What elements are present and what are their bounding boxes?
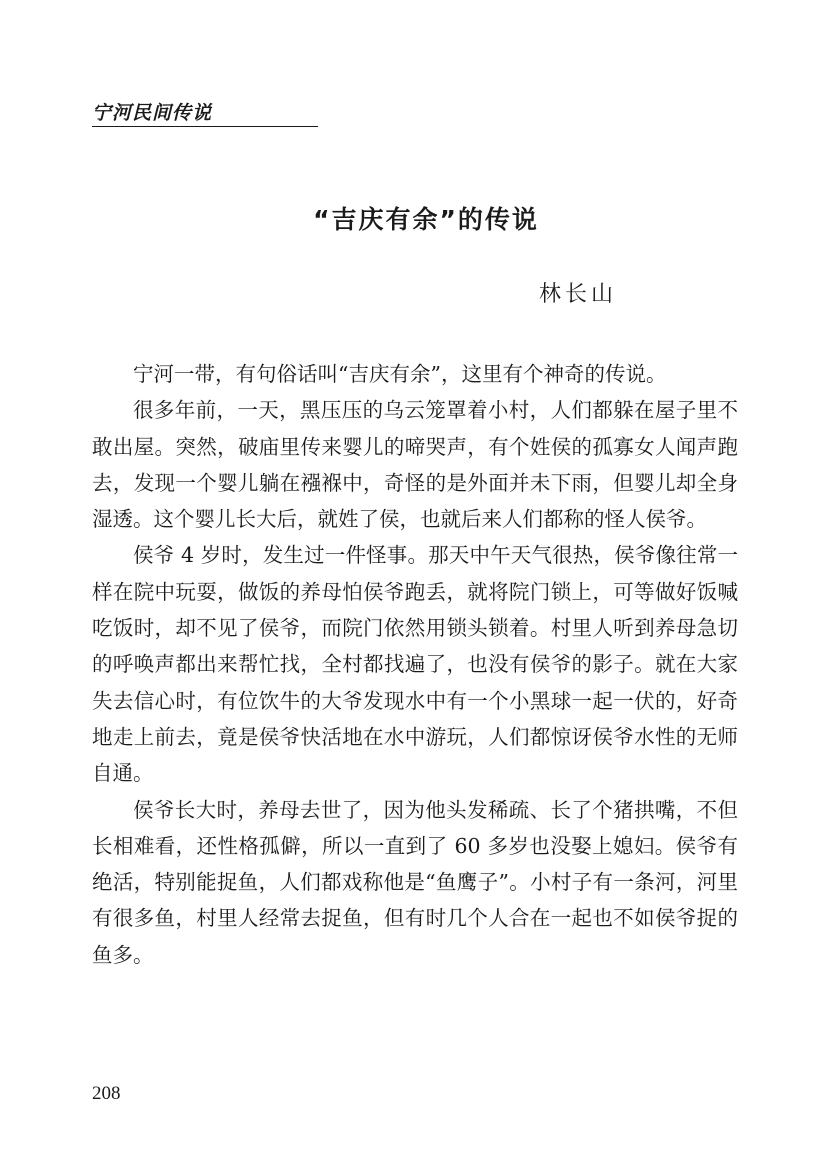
paragraph: 侯爷 4 岁时，发生过一件怪事。那天中午天气很热，侯爷像往常一样在院中玩耍，做饭的养母怕侯爷跑丢，就将院门锁上，可等做好饭喊吃饭时，却不见了侯爷，而院门依然用锁头锁着。村里人听到养母急切的呼唤声都出来帮忙找，全村都找遍了，也没有侯爷的影子。就在大家失去信心时，有位饮牛的大爷发现水中有一个小黑球一起一伏的，好奇地走上前去，竟是侯爷快活地在水中游玩，人们都惊讶侯爷水性的无师自通。: [92, 543, 738, 786]
paragraph: 宁河一带，有句俗话叫“吉庆有余”，这里有个神奇的传说。: [133, 362, 667, 386]
paragraph: 很多年前，一天，黑压压的乌云笼罩着小村，人们都躲在屋子里不敢出屋。突然，破庙里传来婴儿的啼哭声，有个姓侯的孤寡女人闻声跑去，发现一个婴儿躺在襁褓中，奇怪的是外面并未下雨，但婴儿却全身湿透。这个婴儿长大后，就姓了侯，也就后来人们都称的怪人侯爷。: [92, 398, 738, 532]
article-body: [92, 356, 738, 973]
article-author: 林长山: [539, 282, 618, 307]
paragraph: 侯爷长大时，养母去世了，因为他头发稀疏、长了个猪拱嘴，不但长相难看，还性格孤僻，所以一直到了 60 多岁也没娶上媳妇。侯爷有绝活，特别能捉鱼，人们都戏称他是“鱼鹰子”。小村子有一条河，河里有很多鱼，村里人经常去捉鱼，但有时几个人合在一起也不如侯爷捉的鱼多。: [92, 797, 738, 967]
running-header: 宁河民间传说: [92, 102, 318, 127]
article-title: “吉庆有余”的传说: [313, 205, 539, 234]
page-number: 208: [92, 1083, 121, 1104]
